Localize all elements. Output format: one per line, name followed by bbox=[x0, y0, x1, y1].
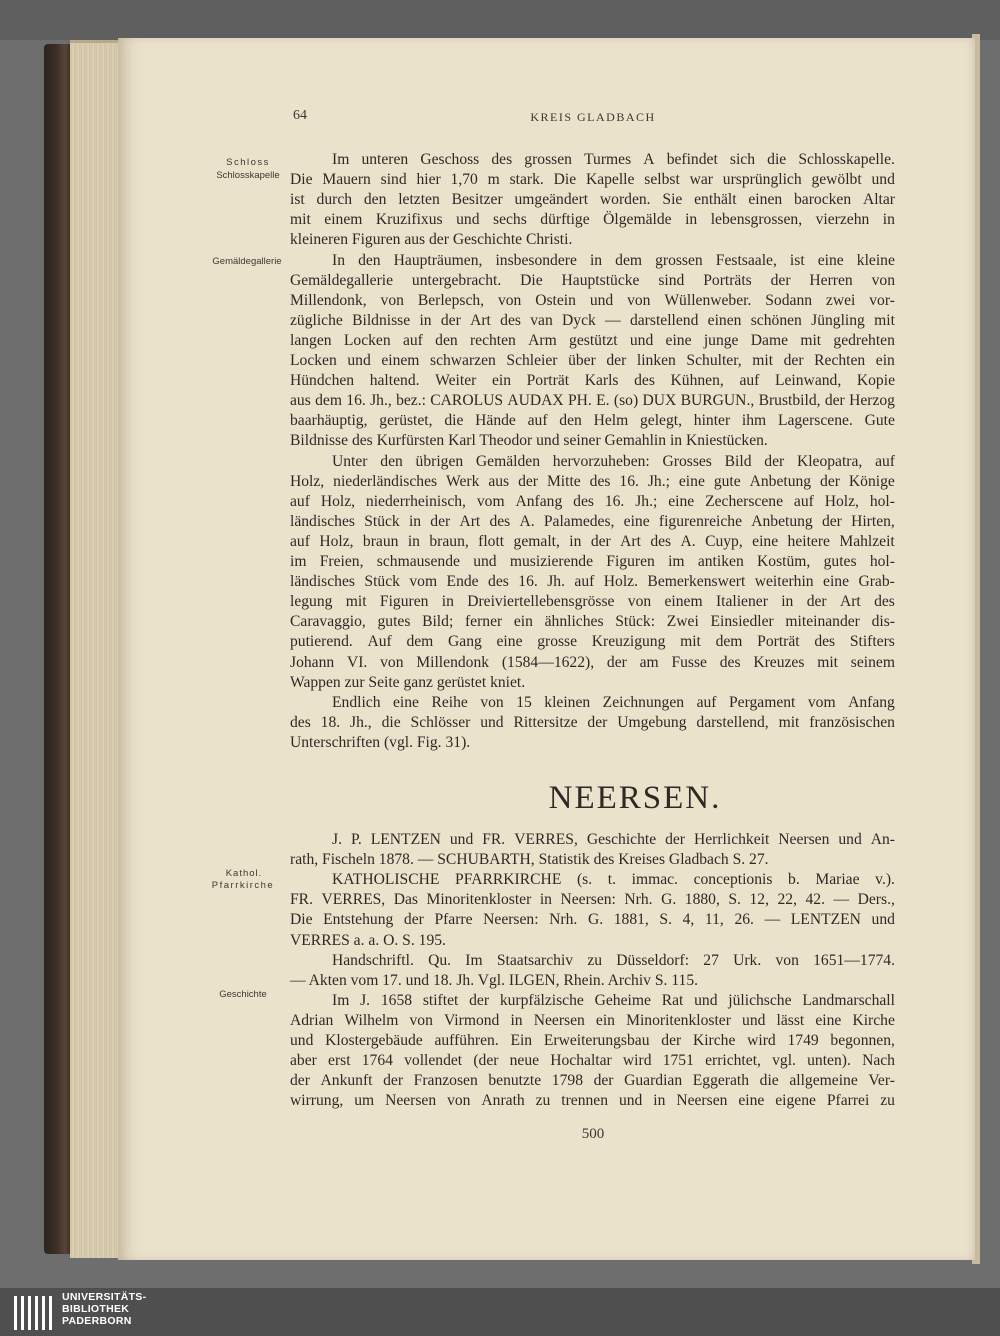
text-line: Im J. 1658 stiftet der kurpfälzische Geheime Rat und jülichsche Landmarschall bbox=[332, 991, 895, 1009]
margin-note-schlosskapelle: Schlosskapelle bbox=[216, 170, 280, 181]
text-line: Bildnisse des Kurfürsten Karl Theodor und seiner Gemahlin in Kniestücken. bbox=[290, 432, 768, 450]
text-line: VERRES a. a. O. S. 195. bbox=[290, 931, 446, 949]
text-line: ländisches Stück in der Art des A. Palamedes, eine figurenreiche Anbetung der Hirten, bbox=[290, 512, 895, 530]
text-line: und Klostergebäude aufführen. Ein Erweiterungsbau der Kirche wird 1749 begonnen, bbox=[290, 1032, 895, 1049]
text-line: baarhäuptig, gerüstet, die Hände auf den Helm gelegt, hinter ihm Lagerscene. Gute bbox=[290, 412, 895, 430]
library-logo bbox=[8, 1288, 178, 1336]
text-line: ländisches Stück vom Ende des 16. Jh. auf Holz. Bemerkenswert weiterhin eine Grab- bbox=[290, 573, 895, 591]
logo-line-1: UNIVERSITÄTS- bbox=[62, 1291, 147, 1303]
text-line: J. P. LENTZEN und FR. VERRES, Geschichte der Herrlichkeit Neersen und An- bbox=[332, 831, 895, 848]
text-line: In den Haupträumen, insbesondere in dem grossen Festsaale, ist eine kleine bbox=[332, 251, 895, 269]
page-header bbox=[290, 108, 896, 128]
logo-line-3: PADERBORN bbox=[62, 1315, 132, 1327]
page-number: 64 bbox=[293, 108, 307, 123]
text-line: aber erst 1764 vollendet (der neue Hochaltar wird 1751 errichtet, vgl. unten). Nach bbox=[290, 1052, 895, 1070]
folio-number: 500 bbox=[581, 1126, 605, 1142]
running-head: KREIS GLADBACH bbox=[530, 110, 656, 124]
text-line: des 18. Jh., die Schlösser und Rittersitze der Umgebung darstellend, mit französischen bbox=[290, 713, 895, 731]
text-line: Im unteren Geschoss des grossen Turmes A befindet sich die Schlosskapelle. bbox=[332, 151, 895, 168]
scan-background-top bbox=[0, 0, 1000, 40]
text-line: Endlich eine Reihe von 15 kleinen Zeichnungen auf Pergament vom Anfang bbox=[332, 693, 895, 711]
margin-note-schloss: Schloss bbox=[226, 157, 270, 168]
text-line: langen Locken auf den rechten Arm gestützt und eine junge Dame mit gedrehten bbox=[290, 331, 895, 349]
text-line: Unterschriften (vgl. Fig. 31). bbox=[290, 733, 471, 751]
text-line: Adrian Wilhelm von Virmond in Neersen ein Minoritenkloster und lässt eine Kirche bbox=[290, 1011, 895, 1029]
section-heading: NEERSEN. bbox=[548, 780, 722, 816]
text-line: KATHOLISCHE PFARRKIRCHE (s. t. immac. conceptionis b. Mariae v.). bbox=[332, 871, 895, 889]
text-line: im Freien, schmausende und musizierende Figuren im antiken Kostüm, gutes hol- bbox=[290, 553, 895, 570]
text-line: Holz, niederländisches Werk aus der Mitte des 16. Jh.; eine gute Anbetung der Könige bbox=[290, 472, 895, 490]
text-line: aus dem 16. Jh., bez.: CAROLUS AUDAX PH. E. (so) DUX BURGUN., Brustbild, der Herzog bbox=[290, 392, 895, 410]
text-line: Millendonk, von Berlepsch, von Ostein und von Wüllenweber. Sodann zwei vor- bbox=[290, 291, 895, 309]
text-line: mit einem Kruzifixus und sechs dürftige Ölgemälde in lebensgrossen, vierzehn in bbox=[290, 211, 895, 229]
text-line: zügliche Bildnisse in der Art des van Dyck — darstellend einen schönen Jüngling mit bbox=[290, 311, 895, 329]
text-line: Caravaggio, gutes Bild; ferner ein ähnliches Stück: Zwei Einsiedler miteinander dis- bbox=[290, 613, 895, 631]
logo-line-2: BIBLIOTHEK bbox=[62, 1303, 130, 1315]
text-line: Die Entstehung der Pfarre Neersen: Nrh. G. 1881, S. 4, 11, 26. — LENTZEN und bbox=[290, 911, 895, 929]
text-line: Locken und einem schwarzen Schleier über der linken Schulter, mit der Rechten ein bbox=[290, 352, 895, 369]
text-line: — Akten vom 17. und 18. Jh. Vgl. ILGEN, Rhein. Archiv S. 115. bbox=[290, 971, 699, 989]
text-line: auf Holz, braun in braun, flott gemalt, in der Art des A. Cuyp, eine heitere Mahlzeit bbox=[290, 532, 895, 550]
text-line: kleineren Figuren aus der Geschichte Christi. bbox=[290, 231, 573, 249]
text-line: ist durch den letzten Besitzer umgeändert worden. Sie enthält einen barocken Altar bbox=[290, 191, 895, 209]
text-line: auf Holz, niederrheinisch, vom Anfang des 16. Jh.; eine Zecherscene auf Holz, hol- bbox=[290, 492, 895, 510]
margin-note-kathol: Kathol. bbox=[225, 868, 263, 879]
margin-note-gemaeldegallerie: Gemäldegallerie bbox=[212, 256, 282, 267]
text-line: rath, Fischeln 1878. — SCHUBARTH, Statistik des Kreises Gladbach S. 27. bbox=[290, 851, 769, 869]
text-line: der Ankunft der Franzosen benutzte 1798 der Guardian Eggerath die allgemeine Ver- bbox=[290, 1072, 895, 1090]
library-logo-icon bbox=[14, 1294, 58, 1334]
text-line: Handschriftl. Qu. Im Staatsarchiv zu Düsseldorf: 27 Urk. von 1651—1774. bbox=[332, 951, 895, 969]
text-line: Wappen zur Seite ganz gerüstet kniet. bbox=[290, 673, 526, 691]
text-line: Hündchen haltend. Weiter ein Porträt Karls des Kühnen, auf Leinwand, Kopie bbox=[290, 372, 895, 390]
text-line: Die Mauern sind hier 1,70 m stark. Die Kapelle selbst war ursprünglich gewölbt und bbox=[290, 171, 895, 189]
text-line: legung mit Figuren in Dreiviertellebensgrösse von einem Italiener in der Art des bbox=[290, 593, 895, 611]
text-line: Gemäldegallerie untergebracht. Die Hauptstücke sind Porträts der Herren von bbox=[290, 271, 895, 289]
text-line: wirrung, um Neersen von Anrath zu trennen und in Neersen eine eigene Pfarrei zu bbox=[290, 1092, 895, 1110]
text-line: Unter den übrigen Gemälden hervorzuheben: Grosses Bild der Kleopatra, auf bbox=[332, 452, 895, 470]
text-line: Johann VI. von Millendonk (1584—1622), der am Fusse des Kreuzes mit seinem bbox=[290, 653, 895, 671]
margin-note-geschichte: Geschichte bbox=[219, 989, 267, 1000]
margin-note-pfarrkirche: Pfarrkirche bbox=[211, 880, 275, 891]
text-line: putierend. Auf dem Gang eine grosse Kreuzigung mit dem Porträt des Stifters bbox=[290, 633, 895, 651]
text-line: FR. VERRES, Das Minoritenkloster in Neersen: Nrh. G. 1880, S. 12, 22, 42. — Ders., bbox=[290, 891, 895, 909]
